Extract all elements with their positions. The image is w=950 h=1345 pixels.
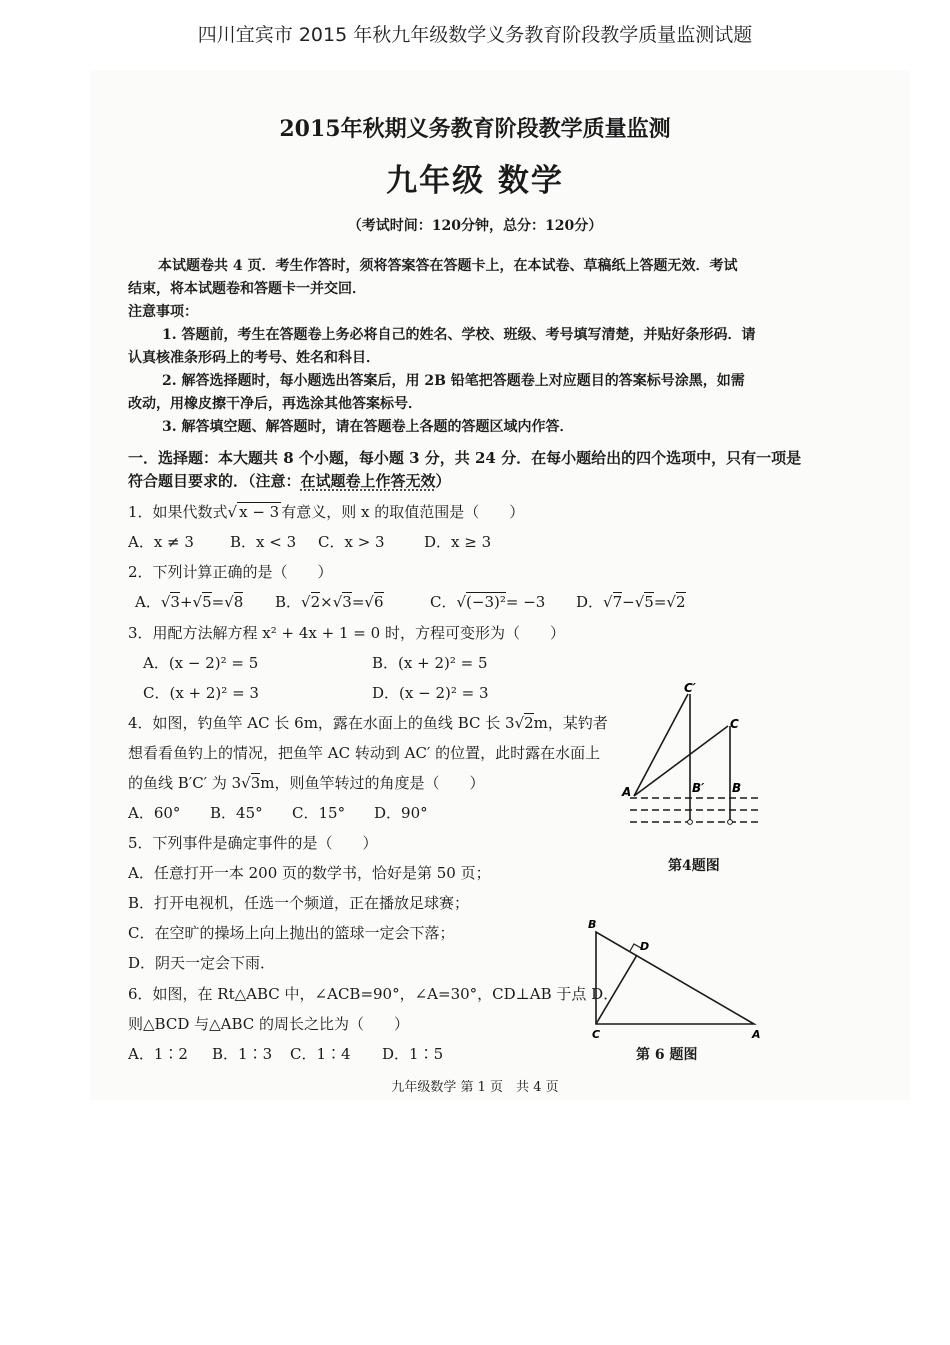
q2-option-a: A．√3+√5=√8 [135,593,244,611]
q2-option-c: C．√(−3)²= −3 [430,593,546,611]
intro-line-1: 本试题卷共 4 页．考生作答时，须将答案答在答题卡上，在本试卷、草稿纸上答题无效．考试 [158,258,738,274]
q3-option-c: C．(x + 2)² = 3 [143,684,259,702]
intro-line-2: 结束，将本试题卷和答题卡一并交回． [128,281,366,297]
q2-c-label: C． [430,593,457,611]
q1-stem-prefix: 1．如果代数式 [128,503,228,521]
q4-hook-b [728,820,733,825]
q2-d-eq: = [653,593,667,611]
q2-d-r2: 5 [644,593,654,611]
q2-d-r1: 7 [612,593,623,611]
q2-a-eq: = [211,593,225,611]
section-1-note-prefix: 符合题目要求的．（注意： [128,472,301,490]
q4-figure [620,678,770,838]
exam-title: 2015年秋期义务教育阶段教学质量监测 [279,116,671,142]
q6-line-1: 6．如图，在 Rt△ABC 中，∠ACB=90°，∠A=30°，CD⊥AB 于点 D． [128,985,619,1003]
q4-line-3: 的鱼线 B′C′ 为 3√3m，则鱼竿转过的角度是（ ） [128,774,485,792]
q6-line-2: 则△BCD 与△ABC 的周长之比为（ ） [128,1015,410,1033]
q2-a-label: A． [135,593,161,611]
page-footer: 九年级数学 第 1 页 共 4 页 [391,1080,559,1095]
q2-b-r3: 6 [373,593,384,611]
q1-option-d: D．x ≥ 3 [424,533,492,551]
section-1-note [128,470,451,491]
q5-option-d: D．阴天一定会下雨． [128,954,276,972]
q2-b-eq: = [351,593,365,611]
q4-line-3-prefix: 的鱼线 B′C′ 为 3 [128,774,242,792]
note-1-line-a: 1. 答题前，考生在答题卷上务必将自己的姓名、学校、班级、考号填写清楚，并贴好条形码．请 [162,327,756,343]
q6-label-c: C [592,1028,601,1041]
q4-water-surface [630,798,760,822]
note-2-line-a: 2. 解答选择题时，每小题选出答案后，用 2B 铅笔把答题卷上对应题目的答案标号涂黑，如需 [162,373,745,389]
q6-altitude-cd [596,955,637,1024]
q4-line-3-suffix: m，则鱼竿转过的角度是（ ） [260,774,485,792]
q2-a-r3: 8 [233,593,244,611]
q2-a-r1: 3 [170,593,180,611]
q6-option-b: B．1∶3 [212,1045,273,1063]
q4-option-a: A．60° [128,804,181,822]
q6-figure [586,914,766,1044]
q1-option-b: B．x < 3 [230,533,297,551]
q2-option-b: B．√2×√3=√6 [275,593,384,611]
q2-stem: 2．下列计算正确的是（ ） [128,563,333,581]
q2-b-op: × [320,593,333,611]
q2-d-op: − [622,593,635,611]
section-1-note-suffix: ） [435,472,451,490]
q2-b-r2: 3 [342,593,352,611]
note-1-line-b: 认真核准条形码上的考号、姓名和科目． [128,350,380,366]
q4-line-1: 4．如图，钓鱼竿 AC 长 6m，露在水面上的鱼线 BC 长 3√2m，某钓者 [128,714,608,732]
q6-label-d: D [640,940,650,953]
q4-line-2: 想看看鱼钓上的情况，把鱼竿 AC 转动到 AC′ 的位置，此时露在水面上 [128,744,601,762]
q4-option-b: B．45° [210,804,263,822]
q4-label-b: B [732,781,742,795]
q4-label-c1: C′ [684,681,696,695]
q6-option-d: D．1∶5 [382,1045,444,1063]
note-2-line-b: 改动，用橡皮擦干净后，再选涂其他答案标号． [128,396,422,412]
note-3: 3. 解答填空题、解答题时，请在答题卷上各题的答题区域内作答． [162,419,574,435]
exam-time-score: （考试时间：120分钟，总分：120分） [347,218,603,234]
q2-a-r2: 5 [202,593,212,611]
q6-label-a: A [752,1028,761,1041]
q6-triangle-abc [596,932,754,1024]
q2-option-d: D．√7−√5=√2 [576,593,686,611]
q3-option-a: A．(x − 2)² = 5 [143,654,259,672]
q4-line-1-prefix: 4．如图，钓鱼竿 AC 长 6m，露在水面上的鱼线 BC 长 3 [128,714,515,732]
q2-b-r1: 2 [310,593,321,611]
q6-option-a: A．1∶2 [128,1045,188,1063]
q4-rod-ac [634,726,728,796]
q5-option-c: C．在空旷的操场上向上抛出的篮球一定会下落； [128,924,455,942]
q4-hook-b1 [688,820,693,825]
q4-line-3-radicand: 3 [250,774,261,792]
q2-b-label: B． [275,593,302,611]
q2-d-label: D． [576,593,604,611]
q3-stem: 3．用配方法解方程 x² + 4x + 1 = 0 时，方程可变形为（ ） [128,624,565,642]
q1-stem [128,501,524,522]
q4-label-a: A [622,785,632,799]
q4-option-d: D．90° [374,804,428,822]
section-1-heading: 一．选择题：本大题共 8 个小题，每小题 3 分，共 24 分．在每小题给出的四个选项中，只有一项是 [128,449,802,467]
q5-stem: 5．下列事件是确定事件的是（ ） [128,834,378,852]
q2-a-op: + [179,593,193,611]
q1-option-c: C．x > 3 [318,533,385,551]
q1-sqrt: √ x − 3 [227,503,280,521]
q6-option-c: C．1∶4 [290,1045,351,1063]
section-1-note-emphasis: 在试题卷上作答无效 [300,472,436,490]
q3-option-d: D．(x − 2)² = 3 [372,684,489,702]
notes-title: 注意事项： [128,304,198,320]
q4-line-1-radicand: 2 [524,714,534,732]
q2-d-r3: 2 [675,593,686,611]
q4-option-c: C．15° [292,804,346,822]
q3-option-b: B．(x + 2)² = 5 [372,654,488,672]
q4-label-c: C [730,717,739,731]
q2-c-r1: (−3)² [466,593,506,611]
q1-stem-suffix: 有意义，则 x 的取值范围是（ ） [281,503,525,521]
q4-line-1-suffix: m，某钓者 [533,714,608,732]
q5-option-a: A．任意打开一本 200 页的数学书，恰好是第 50 页； [128,864,491,882]
exam-subject-title: 九年级 数学 [386,163,564,199]
q6-label-b: B [588,918,597,931]
q4-figure-caption: 第4题图 [668,858,720,874]
q4-label-b1: B′ [692,781,705,795]
q4-rod-ac1 [634,694,688,796]
q5-option-b: B．打开电视机，任选一个频道，正在播放足球赛； [128,894,470,912]
q6-figure-caption: 第 6 题图 [636,1047,698,1063]
q1-radicand: x − 3 [239,503,280,521]
q1-option-a: A．x ≠ 3 [128,533,194,551]
q2-c-eq: = −3 [505,593,546,611]
document-header-title: 四川宜宾市 2015 年秋九年级数学义务教育阶段教学质量监测试题 [197,24,753,46]
